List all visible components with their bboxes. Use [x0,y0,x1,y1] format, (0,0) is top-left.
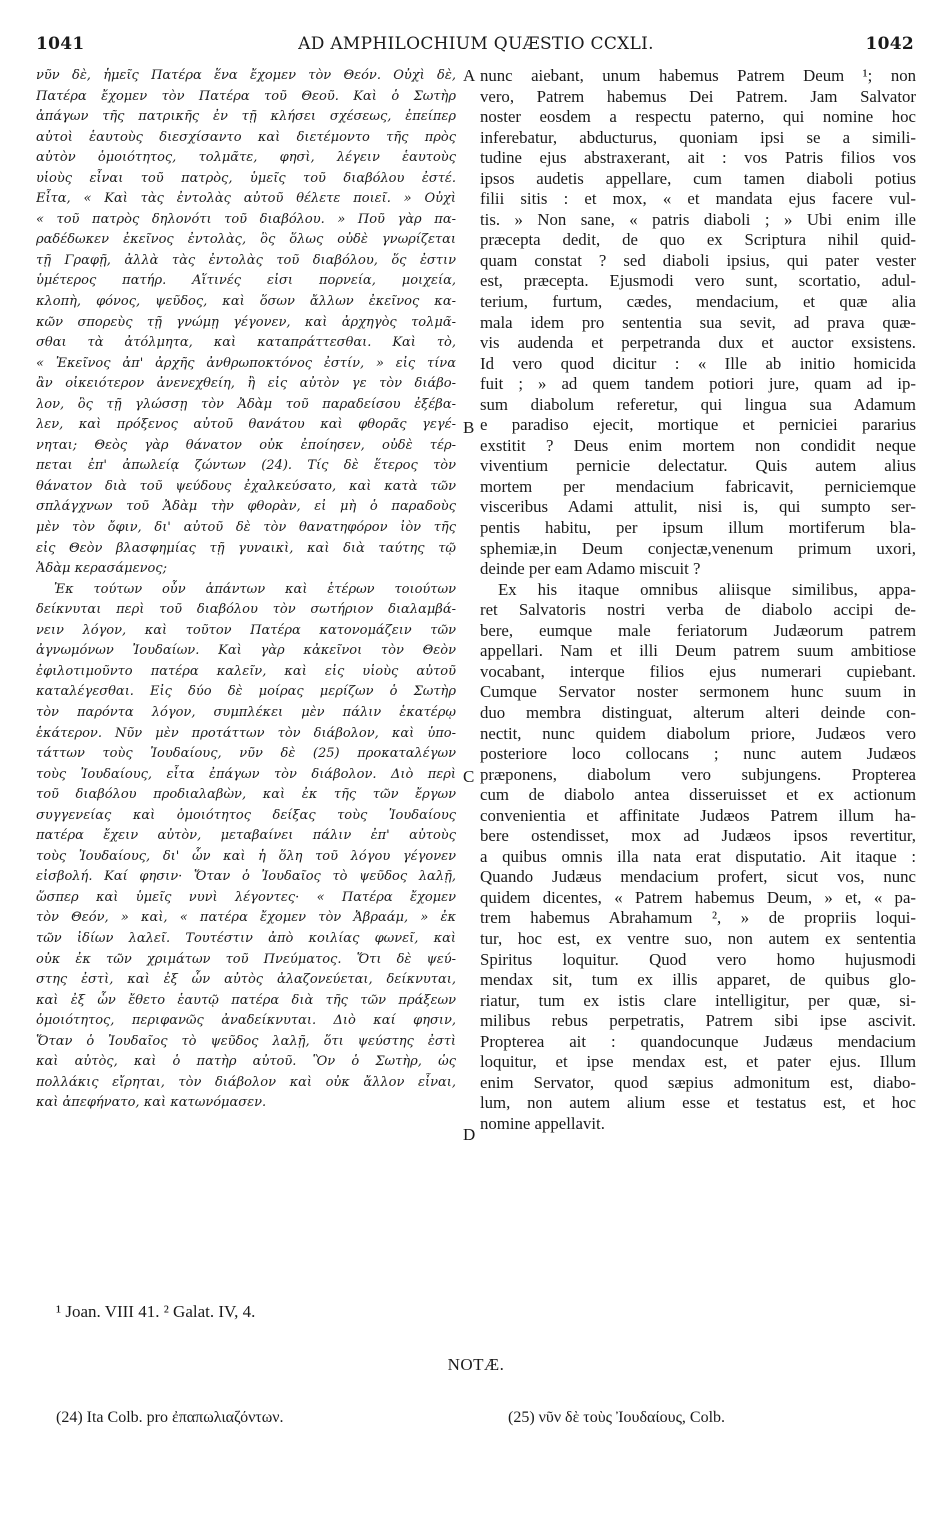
text-line: στης ἐστὶ, καὶ ἐξ ὧν αὐτὸς ἀλαζονεύεται, δείκνυται, [36,972,456,988]
text-line: terium, furtum, cædes, mendacium, et quæ alia [480,292,916,312]
text-line: « Ἐκεῖνος ἀπ' ἀρχῆς ἀνθρωποκτόνος ἐστίν, » εἰς τίνα [36,355,456,371]
text-line: milibus rebus perpetratis, Patrem sibi ipse ascivit. [480,1011,916,1031]
right-page-number: 1042 [865,34,914,54]
text-line: mendax sit, tum ex illis apparet, de quibus glo- [480,970,916,990]
text-line: τάττων τοὺς Ἰουδαίους, νῦν δὲ (25) προκαταλέγων [36,746,456,762]
text-line: est, præcepta. Ejusmodi vero sunt, scortatio, adul- [480,271,916,291]
text-line: αὐτοὶ ἑαυτοὺς διεσχίσαντο καὶ διετέμοντο τῆς πρὸς [36,129,456,145]
text-line: νειν λόγον, καὶ τοῦτον Πατέρα κατονομάζειν τῶν [36,622,456,638]
text-line: enim Servator, quod sæpius admonitum est, diabo- [480,1072,916,1092]
text-line: ὁμοιότητος, περιφανῶς ἀναδείκνυται. Διὸ καί φησιν, [36,1013,456,1029]
latin-text-column [480,66,916,1134]
text-line: viventium pernicie delectatur. Quis autem alius [480,456,916,476]
text-line: posteriore loco collocans ; nunc autem Judæos [480,744,916,764]
text-line: riatur, tum ex istis clare intelligitur, per quæ, si- [480,990,916,1010]
text-line: præcepta dedit, de quo ex Scriptura nihil quid- [480,230,916,250]
text-line: λον, ὃς τῇ γλώσσῃ τὸν Ἀδὰμ τοῦ παραδείσου ἐξέβα- [36,396,456,412]
left-page-number: 1041 [36,34,85,54]
section-marker-d: D [463,1125,476,1144]
notes-heading: NOTÆ. [447,1355,505,1374]
text-line: cum de diabolo antea disseruisset et ex actionum [480,785,916,805]
text-line: σθαι τὰ ἀτόλμητα, καὶ καταπράττεσθαι. Καὶ τὸ, [36,335,456,351]
text-line: Πατέρα ἔχομεν τὸν Πατέρα τοῦ Θεοῦ. Καὶ ὁ Σωτὴρ [36,88,456,104]
text-line: Ὅταν ὁ Ἰουδαῖος τὸ ψεῦδος λαλῇ, ὅτι ψεύστης ἐστὶ [36,1033,456,1049]
text-line: Quando Judæus mendacium profert, sicut vos, nunc [480,867,916,887]
note-24: (24) Ita Colb. pro ἐπαπωλιαζόντων. [56,1409,284,1426]
text-line: Propterea ait : quandocunque Judæus mendacium [480,1031,916,1051]
text-line: Cumque Servator noster sermonem hunc suum in [480,682,916,702]
text-line: inferebatur, abducturus, quoniam ipsi se a simili- [480,127,916,147]
text-line: appellari. Nam et illi Deum patrem suum ambitiose [480,641,916,661]
text-line: noster eosdem a respectu paterno, qui nomine hoc [480,107,916,127]
text-line: ret Salvatoris nostri verba de diabolo accipi de- [480,600,916,620]
text-line: pentis habitu, per ipsum illum mortiferum bla- [480,518,916,538]
text-line: Εἶτα, « Καὶ τὰς ἐντολὰς αὐτοῦ θέλετε ποιεῖ. » Οὐχὶ [36,191,456,207]
text-line: τοὺς Ἰουδαίους, εἶτα ἐπάγων τὸν διάβολον. Διὸ περὶ [36,766,456,782]
text-line: ἐφιλοτιμοῦντο πατέρα καλεῖν, καὶ εἰς υἱοὺς αὐτοῦ [36,663,456,679]
text-line: λεν, καὶ πρόξενος αὐτοῦ θανάτου καὶ φθορᾶς γεγέ- [36,417,456,433]
text-line: σπλάγχνων τοῦ Ἀδὰμ τὴν φθορὰν, εἰ μὴ ὁ παραδοὺς [36,499,456,515]
text-line: εἰσβολή. Καί φησιν· Ὅταν ὁ Ἰουδαῖος τὸ ψεῦδος λαλῇ, [36,869,456,885]
text-line: Spiritus loquitur. Quod vero homo hujusmodi [480,949,916,969]
text-line: Ex his itaque omnibus aliisque similibus, appa- [498,579,916,599]
text-line: tur, hoc est, ex ventre suo, non autem ex sententia [480,928,916,948]
text-line: mala idem pro sententia sua sevit, ad prava quæ- [480,312,916,332]
text-line: πεται ἐπ' ἀπωλείᾳ ζώντων (24). Τίς δὲ ἕτερος τὸν [36,458,456,474]
text-line: ἀγνωμόνων Ἰουδαίων. Καὶ γὰρ κἀκεῖνοι τὸν Θεὸν [36,643,456,659]
text-line: filii sitis : et mox, « et mandata ejus facere vul- [480,189,916,209]
text-line: fuit ; » ad quem tandem potiori jure, quam ad ip- [480,374,916,394]
text-line: δείκνυται περὶ τοῦ διαβόλου τὸν σωτήριον διαλαμβά- [36,602,456,618]
text-line: θάνατον διὰ τοῦ ψεύδους ἐχαλκεύσατο, καὶ κατὰ τῶν [36,478,456,494]
text-line: νῦν δὲ, ἡμεῖς Πατέρα ἕνα ἔχομεν τὸν Θεόν. Οὐχὶ δὲ, [36,68,456,83]
text-line: υἱοὺς εἶναι τοῦ πατρὸς, ὑμεῖς τοῦ διαβόλου ἐστέ. [36,170,456,186]
text-line: καταλέγεσθαι. Εἰς δύο δὲ μοίρας μερίζων ὁ Σωτὴρ [36,684,456,700]
text-line: tudine ejus abstraxerant, ait : vos Patris filios vos [480,148,916,168]
text-line: « τοῦ πατρὸς δηλονότι τοῦ διαβόλου. » Ποῦ γὰρ πα- [36,211,456,227]
text-line: loquitur, et ipse mendax est, et pater ejus. Illum [480,1052,916,1072]
text-line: τῇ Γραφῇ, ἀλλὰ τὰς ἐντολὰς τοῦ διαβόλου, ὅς ἐστιν [36,252,456,268]
text-line: πολλάκις εἴρηται, τὸν διάβολον καὶ οὐκ ἄλλον εἶναι, [36,1074,456,1090]
text-line: αὐτὸν ὁμοιότητος, τολμᾶτε, φησὶ, λέγειν ἑαυτοὺς [36,150,456,166]
text-line: sum diabolum referetur, qui lingua sua Adamum [480,394,916,414]
text-line: visceribus Adami attulit, nisi is, qui sumpto ser- [480,497,916,517]
text-line: exstitit ? Deus enim mortem non condidit neque [480,435,916,455]
text-line: e paradiso ejecit, mortique et perniciei pararius [480,415,916,435]
text-line: τοῦ διαβόλου προδιαλαβὼν, καὶ ἐκ τῆς τῶν ἔργων [36,787,456,803]
text-line: præponens, diabolum vero subjungens. Propterea [480,764,916,784]
text-line: Ἀδὰμ κερασάμενος; [36,561,167,577]
text-line: καὶ αὐτὸς, καὶ ὁ πατὴρ αὐτοῦ. Ὃν ὁ Σωτὴρ, ὡς [36,1054,456,1070]
text-line: οὐκ ἐκ τῶν χριμάτων τοῦ Πνεύματος. Ὅτι δὲ ψεύ- [36,951,456,967]
text-line: sphemiæ,in Deum conjectæ,venenum primum uxori, [480,538,916,558]
text-line: ὥσπερ καὶ ὑμεῖς νυνὶ λέγοντες· « Πατέρα ἔχομεν [36,889,456,905]
section-marker-a: A [463,66,476,85]
section-marker-c: C [463,767,475,786]
text-line: εἰς Θεὸν βλασφημίας τῇ γυναικὶ, καὶ διὰ ταύτης τῷ [36,540,456,556]
text-line: bere, eumque male feriatorum Judæorum patrem [480,620,916,640]
text-line: duo membra distinguat, alterum alteri deinde con- [480,702,916,722]
note-25: (25) νῦν δὲ τοὺς Ἰουδαίους, Colb. [508,1409,726,1426]
text-line: ἀπάγων τῆς πατρικῆς ἐν τῇ κλήσει σχέσεως, ἐπείπερ [36,109,456,125]
greek-text-column [36,66,456,1114]
text-line: a quibus omnis illa nata erat disputatio. Ait itaque : [480,846,916,866]
text-line: κῶν σπορεὺς τῇ γνώμῃ γέγονεν, καὶ ἀρχηγὸς τολμᾶ- [36,314,456,330]
text-line: κλοπὴ, φόνος, ψεῦδος, καὶ ὅσων ἄλλων ἐκεῖνος κα- [36,294,456,310]
text-line: deinde per eam Adamo miscuit ? [480,559,701,579]
text-line: συγγενείας καὶ ὁμοιότητος δείξας τοὺς Ἰουδαίους [36,807,456,823]
text-line: nunc aiebant, unum habemus Patrem Deum ¹; non [480,66,916,85]
section-marker-b: B [463,418,475,437]
text-line: ἂν οἰκειότερον ἀνενεχθείη, ἢ εἰς αὐτὸν γε τὸν διάβο- [36,376,456,392]
text-line: trem habemus Abrahamum ², » de propriis loqui- [480,908,916,928]
text-line: quidem dicentes, « Patrem habemus Deum, » et, « pa- [480,887,916,907]
text-line: ipsos audetis appellare, cum tamen diaboli potius [480,168,916,188]
footnote-references: ¹ Joan. VIII 41. ² Galat. IV, 4. [56,1302,256,1321]
text-line: tis. » Non sane, « patris diaboli ; » Ubi enim ille [480,209,916,229]
text-line: convenientia et affinitate Judæos Patrem illum ha- [480,805,916,825]
text-line: ραδέδωκεν ἐκεῖνος ἐντολὰς, ὃς ὅλως οὐδὲ γνωρίζεται [36,232,456,248]
text-line: πατέρα ἔχειν αὐτὸν, μεταβαίνει πάλιν ἐπ' αὐτοὺς [36,828,456,844]
text-line: nomine appellavit. [480,1113,605,1133]
text-line: Ἐκ τούτων οὖν ἁπάντων καὶ ἑτέρων τοιούτων [54,581,456,597]
text-line: τῶν ἰδίων λαλεῖ. Τουτέστιν ἀπὸ κοιλίας φωνεῖ, καὶ [36,930,456,946]
text-line: καὶ ἐξ ὧν ἔθετο ἑαυτῷ πατέρα διὰ τῆς τῶν πράξεων [36,992,456,1008]
text-line: quam constat ? sed diaboli ipsius, qui pater vester [480,250,916,270]
text-line: mortem per mendacium fabricavit, perniciemque [480,476,916,496]
text-line: vis audenda et perpetranda dux et auctor exsistens. [480,333,916,353]
text-line: ἑκάτερον. Νῦν μὲν προτάττων τὸν διάβολον, καὶ ὑπο- [36,725,456,741]
text-line: vocabant, interque filios ejus numerari cupiebant. [480,661,916,681]
text-line: μὲν τὸν ὄφιν, δι' αὐτοῦ δὲ τὸν θανατηφόρον ἰὸν τῆς [36,520,456,536]
text-line: Id vero quod dicitur : « Ille ab initio homicida [480,353,916,373]
text-line: ὑμέτερος πατήρ. Αἵτινές εἰσι πορνεία, μοιχεία, [36,273,456,289]
text-line: lum, non autem alium esse et testatus est, et hoc [480,1093,916,1113]
text-line: νηται; Θεὸς γὰρ θάνατον οὐκ ἐποίησεν, οὐδὲ τέρ- [36,437,456,453]
text-line: vero, Patrem habemus Dei Patrem. Jam Salvator [480,86,916,106]
text-line: καὶ ἀπεφήνατο, καὶ κατωνόμασεν. [36,1095,267,1111]
text-line: bere ostendisset, mox ad Judæos ipsos revertitur, [480,826,916,846]
text-line: nectit, nunc quidem diabolum priore, Judæos vero [480,723,916,743]
text-line: τοὺς Ἰουδαίους, δι' ὧν καὶ ἡ ὅλη τοῦ λόγου γέγονεν [36,848,456,864]
running-title: AD AMPHILOCHIUM QUÆSTIO CCXLI. [298,34,654,54]
text-line: τὸν Θεόν, » καὶ, « πατέρα ἔχομεν τὸν Ἀβραάμ, » ἐκ [36,910,456,926]
text-line: τὸν παρόντα λόγον, συμπλέκει μὲν πάλιν ἑκατέρῳ [36,704,456,720]
